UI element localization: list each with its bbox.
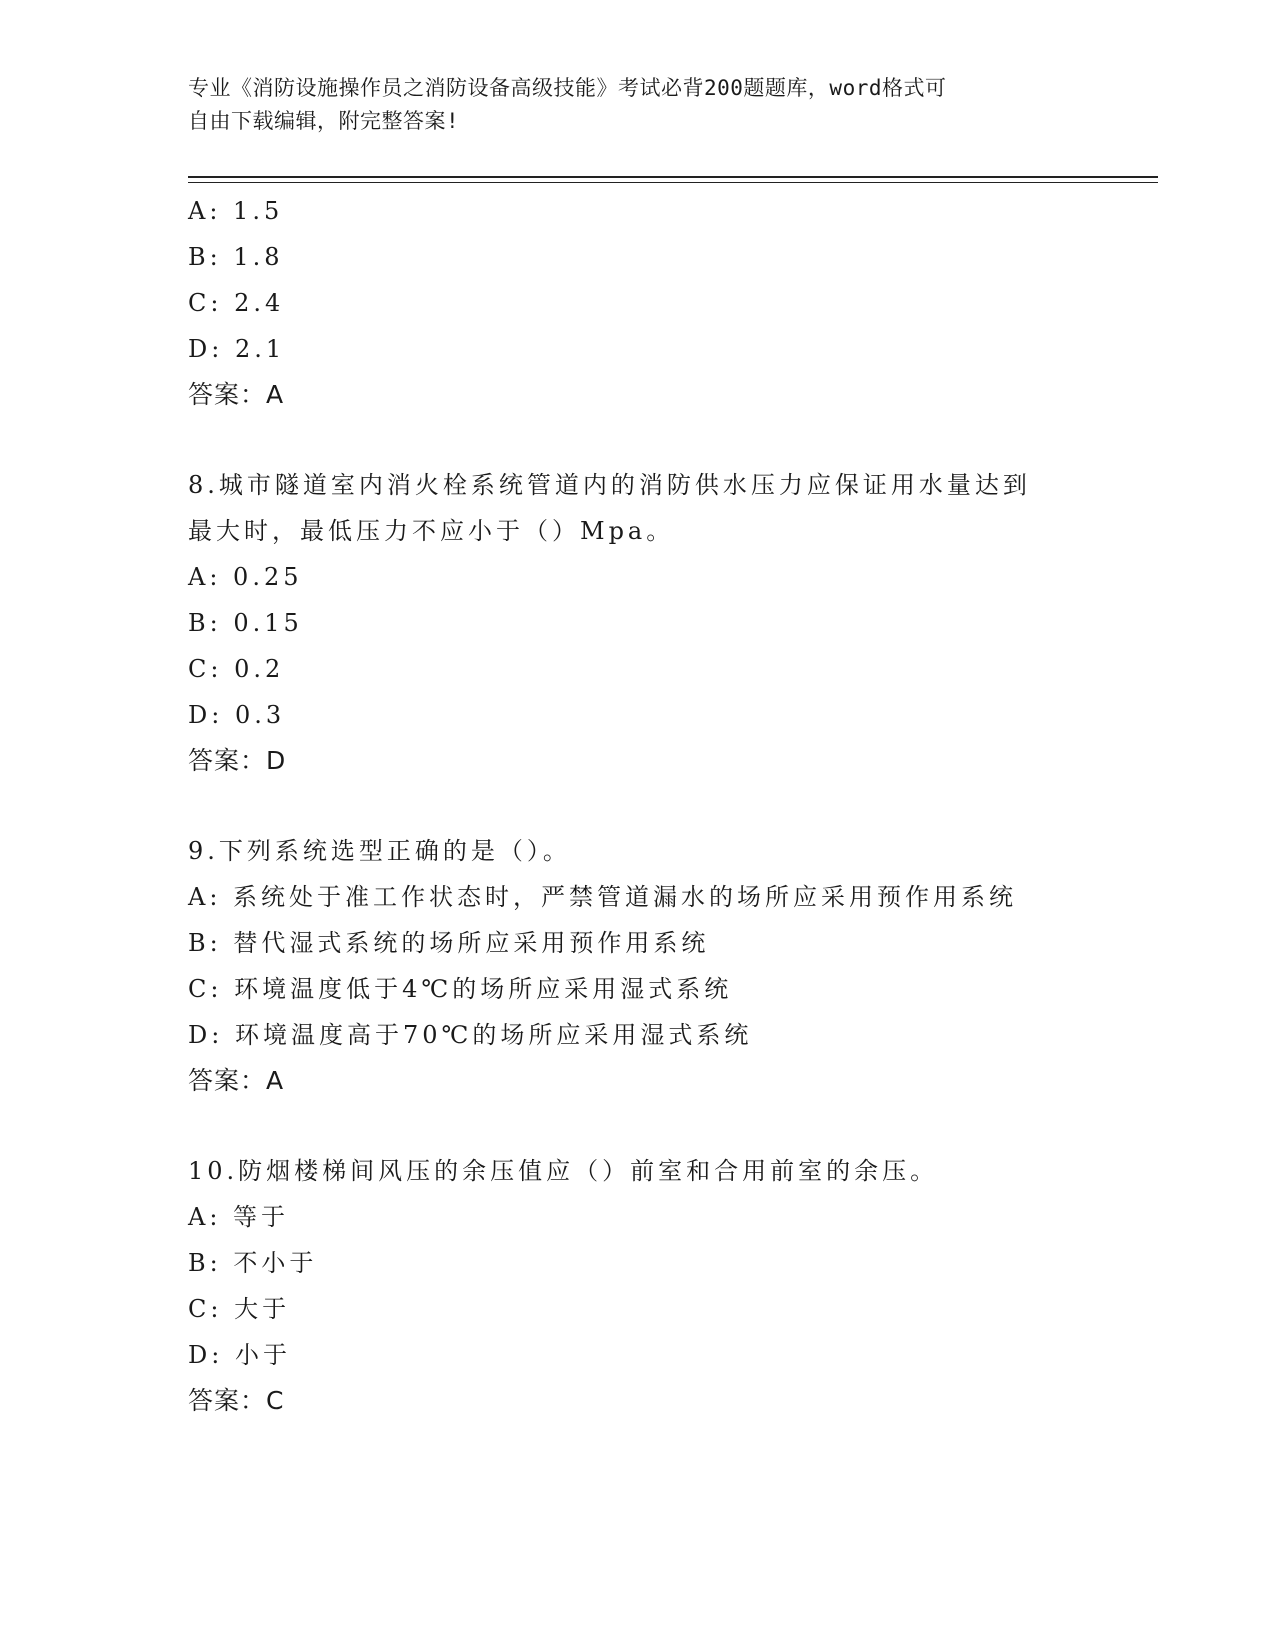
option-a: A: 系统处于准工作状态时，严禁管道漏水的场所应采用预作用系统 [188,883,1018,911]
answer-line: 答案：D [188,746,287,775]
option-d: D: 小于 [188,1341,291,1369]
header-rule-thin [188,182,1158,183]
header-line-2: 自由下载编辑，附完整答案! [188,109,460,133]
question-text-line-2: 最大时，最低压力不应小于（）Mpa。 [188,517,675,545]
option-c: C: 2.4 [188,289,285,317]
option-d: D: 2.1 [188,335,286,363]
header-line-1: 专业《消防设施操作员之消防设备高级技能》考试必背200题题库，word格式可 [188,76,947,100]
option-d: D: 0.3 [188,701,286,729]
header-rule-thick [188,176,1158,178]
question-9 [188,828,1148,1104]
option-c: C: 环境温度低于4℃的场所应采用湿式系统 [188,975,733,1003]
question-10 [188,1148,1148,1424]
question-list [188,188,1148,1424]
option-c: C: 大于 [188,1295,291,1323]
option-a: A: 等于 [188,1203,290,1231]
option-b: B: 1.8 [188,243,284,271]
option-b: B: 替代湿式系统的场所应采用预作用系统 [188,929,710,957]
document-header [188,72,1088,138]
option-a: A: 0.25 [188,563,303,591]
option-b: B: 0.15 [188,609,303,637]
question-text: 10.防烟楼梯间风压的余压值应（）前室和合用前室的余压。 [188,1157,939,1185]
spacer [188,784,1148,828]
spacer [188,1104,1148,1148]
answer-line: 答案：A [188,1066,285,1095]
option-d: D: 环境温度高于70℃的场所应采用湿式系统 [188,1021,753,1049]
answer-line: 答案：A [188,380,285,409]
option-a: A: 1.5 [188,197,284,225]
question-text-line-1: 8.城市隧道室内消火栓系统管道内的消防供水压力应保证用水量达到 [188,471,1031,499]
option-b: B: 不小于 [188,1249,318,1277]
spacer [188,418,1148,462]
question-8 [188,462,1148,784]
question-7 [188,188,1148,418]
question-text: 9.下列系统选型正确的是（）。 [188,837,571,865]
answer-line: 答案：C [188,1386,285,1415]
option-c: C: 0.2 [188,655,285,683]
